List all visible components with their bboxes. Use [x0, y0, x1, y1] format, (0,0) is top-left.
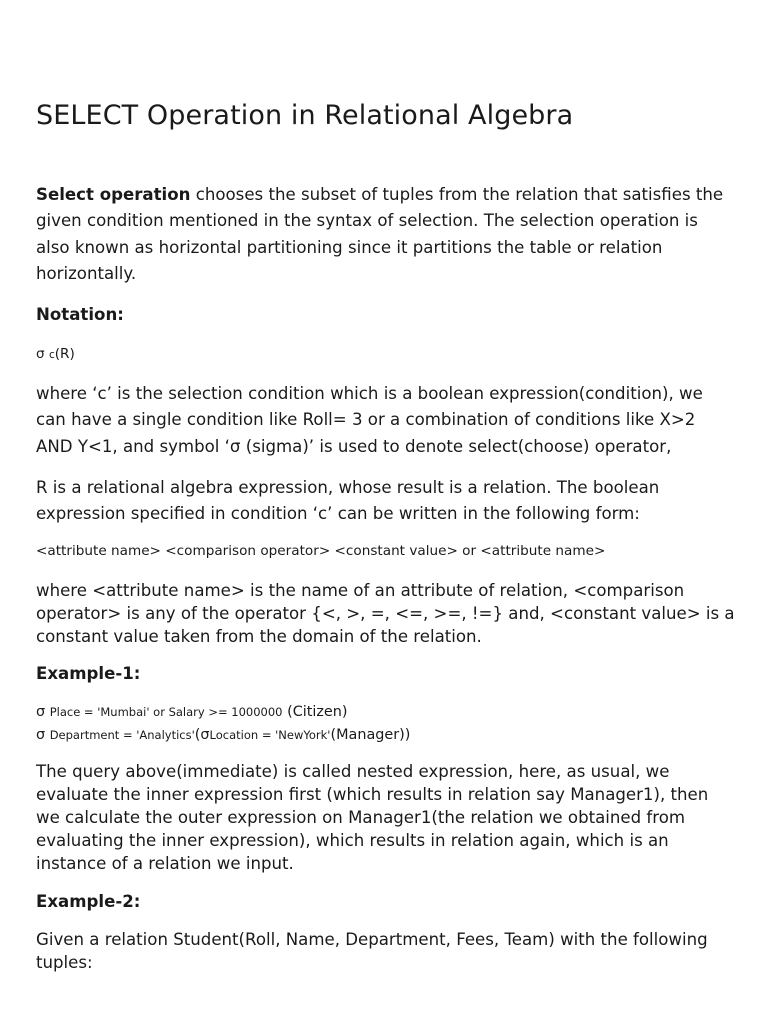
notation-formula — [36, 346, 736, 362]
example1-formula-2 — [36, 724, 736, 746]
notation-argument: (R) — [54, 346, 75, 362]
formula-inner-subscript: Location = 'NewYork' — [209, 728, 331, 742]
intro-text: chooses the subset of tuples from the relation that satisfies the given condition mentioned in the syntax of selection. The selection operation is also known as horizontal partitioning since it partitions the table or relation horizontally. — [36, 185, 724, 283]
formula-open-sigma: (σ — [194, 727, 210, 743]
condition-form-line: <attribute name> <comparison operator> <constant value> or <attribute name> — [36, 543, 606, 559]
intro-paragraph — [36, 182, 736, 287]
formula-argument: (Citizen) — [287, 704, 348, 720]
formula-subscript: Department = 'Analytics' — [49, 728, 195, 742]
page-title: SELECT Operation in Relational Algebra — [36, 100, 574, 131]
condition-paragraph: where ‘c’ is the selection condition which is a boolean expression(condition), we can have a single condition like Roll= 3 or a combination of conditions like X>2 AND Y<1, and symbol ‘σ (sigma)’ is used to denote select(choose) operator, — [36, 384, 703, 456]
relational-expression-paragraph: R is a relational algebra expression, whose result is a relation. The boolean expression specified in condition ‘c’ can be written in the following form: — [36, 478, 660, 524]
sigma-symbol: σ — [36, 727, 46, 743]
attribute-paragraph: where <attribute name> is the name of an attribute of relation, <comparison operator> is any of the operator {<, >, =, <=, >=, !=} and, <constant value> is a constant value taken from the domain of the relation. — [36, 581, 735, 646]
sigma-symbol: σ — [36, 346, 45, 362]
example1-heading: Example-1: — [36, 664, 141, 683]
example2-heading: Example-2: — [36, 892, 141, 911]
sigma-symbol: σ — [36, 704, 46, 720]
nested-expression-paragraph: The query above(immediate) is called nested expression, here, as usual, we evaluate the inner expression first (which results in relation say Manager1), then we calculate the outer expression on Manager1(the relation we obtained from evaluating the inner expression), which results in relation again, which is an instance of a relation we input. — [36, 762, 709, 873]
intro-bold-term: Select operation — [36, 185, 191, 204]
example2-paragraph: Given a relation Student(Roll, Name, Department, Fees, Team) with the following tuples: — [36, 930, 708, 972]
example1-formula-1 — [36, 701, 736, 723]
notation-subscript: c — [48, 349, 55, 361]
notation-heading: Notation: — [36, 305, 124, 324]
formula-subscript: Place = 'Mumbai' or Salary >= 1000000 — [49, 705, 283, 719]
formula-argument: (Manager)) — [330, 727, 411, 743]
